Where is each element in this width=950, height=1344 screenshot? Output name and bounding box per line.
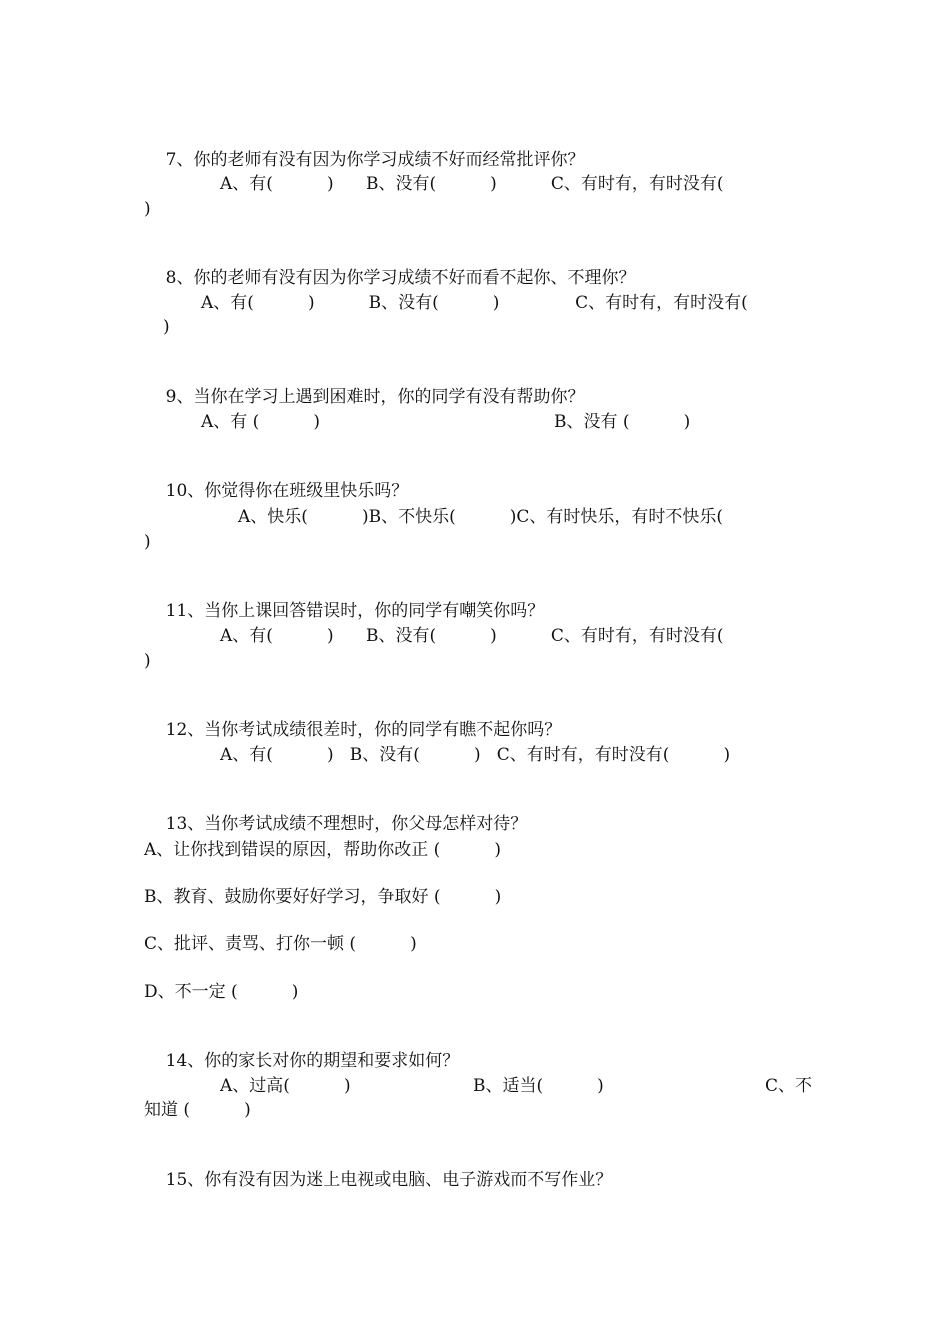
question-12-options: A、有( ) B、没有( ) C、有时有，有时没有( )	[220, 745, 731, 765]
question-7-options-continued: )	[144, 199, 151, 219]
question-14-options-continued: 知道 ( )	[144, 1100, 251, 1120]
question-13-option-b: B、教育、鼓励你要好好学习，争取好 ( )	[144, 887, 502, 907]
question-14-option-c: C、不	[765, 1076, 813, 1096]
question-number: 11、	[165, 601, 205, 621]
question-text: 当你上课回答错误时，你的同学有嘲笑你吗？	[204, 601, 545, 621]
question-number: 8、	[165, 268, 194, 288]
question-text: 当你考试成绩不理想时，你父母怎样对待？	[204, 814, 528, 834]
question-9-option-a: A、有 ( )	[201, 412, 320, 432]
question-7-options: A、有( ) B、没有( ) C、有时有，有时没有(	[220, 174, 724, 194]
question-8-options: A、有( ) B、没有( ) C、有时有，有时没有(	[201, 293, 748, 313]
question-11-options-continued: )	[144, 651, 151, 671]
question-8-options-continued: )	[163, 317, 170, 337]
question-10-options: A、快乐( )B、不快乐( )C、有时快乐，有时不快乐(	[238, 507, 724, 527]
question-15	[144, 1147, 612, 1213]
question-text: 你的老师有没有因为你学习成绩不好而看不起你、不理你？	[193, 268, 636, 288]
question-11-options: A、有( ) B、没有( ) C、有时有，有时没有(	[220, 626, 724, 646]
question-number: 10、	[165, 481, 205, 501]
question-9-option-b: B、没有 ( )	[554, 412, 691, 432]
question-number: 13、	[165, 814, 205, 834]
question-13-option-a: A、让你找到错误的原因，帮助你改正 ( )	[144, 840, 501, 860]
question-number: 7、	[165, 150, 194, 170]
question-13-option-d: D、不一定 ( )	[144, 982, 299, 1002]
question-14-option-a: A、过高( )	[220, 1076, 351, 1096]
question-text: 你的老师有没有因为你学习成绩不好而经常批评你？	[193, 150, 585, 170]
question-text: 你有没有因为迷上电视或电脑、电子游戏而不写作业？	[204, 1170, 613, 1190]
question-13-option-c: C、批评、责骂、打你一顿 ( )	[144, 934, 417, 954]
question-10-options-continued: )	[144, 532, 151, 552]
question-text: 当你考试成绩很差时，你的同学有瞧不起你吗？	[204, 720, 562, 740]
question-text: 你觉得你在班级里快乐吗？	[204, 481, 409, 501]
question-text: 你的家长对你的期望和要求如何？	[204, 1051, 460, 1071]
question-14-option-b: B、适当( )	[473, 1076, 604, 1096]
question-number: 12、	[165, 720, 205, 740]
question-number: 14、	[165, 1051, 205, 1071]
question-text: 当你在学习上遇到困难时，你的同学有没有帮助你？	[193, 387, 585, 407]
question-number: 15、	[165, 1170, 205, 1190]
question-number: 9、	[165, 387, 194, 407]
